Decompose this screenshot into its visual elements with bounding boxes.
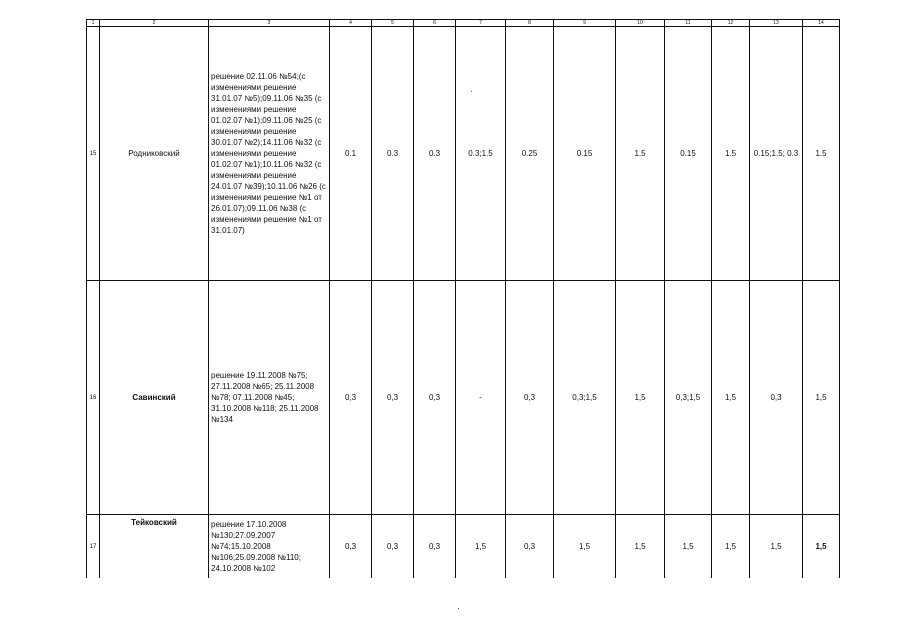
rate-cell: 1,5 — [712, 281, 750, 515]
rate-cell: 1.5 — [803, 27, 840, 281]
column-number-header: 3 — [209, 20, 330, 27]
rate-cell: 0,3 — [506, 515, 554, 579]
column-number-header: 13 — [750, 20, 803, 27]
rate-cell: 0.25 — [506, 27, 554, 281]
rate-cell: 1,5 — [803, 515, 840, 579]
rate-cell: 0.3;1.5 — [456, 27, 506, 281]
column-number-header: 2 — [100, 20, 209, 27]
rate-cell: 1,5 — [554, 515, 616, 579]
data-table — [86, 19, 840, 578]
rate-cell: 0.3 — [414, 27, 456, 281]
table-row — [87, 27, 840, 281]
column-number-header-row — [87, 20, 840, 27]
rate-cell: 0.3 — [372, 27, 414, 281]
rate-cell: 1,5 — [750, 515, 803, 579]
column-number-header: 8 — [506, 20, 554, 27]
rate-cell: 1,5 — [456, 515, 506, 579]
column-number-header: 5 — [372, 20, 414, 27]
rate-cell: 1,5 — [616, 281, 665, 515]
rate-cell: 1.5 — [712, 27, 750, 281]
rate-cell: 1,5 — [803, 281, 840, 515]
rate-cell: 0,3 — [414, 281, 456, 515]
rate-cell: 1,5 — [665, 515, 712, 579]
rate-cell: 1.5 — [616, 27, 665, 281]
scan-speck — [458, 608, 459, 609]
rate-cell: 0,3 — [506, 281, 554, 515]
column-number-header: 12 — [712, 20, 750, 27]
column-number-header: 14 — [803, 20, 840, 27]
district-name: Тейковский — [100, 515, 209, 579]
district-name: Родниковский — [100, 27, 209, 281]
row-number: 15 — [87, 27, 100, 281]
column-number-header: 9 — [554, 20, 616, 27]
rate-cell: 0.1 — [330, 27, 372, 281]
column-number-header: 1 — [87, 20, 100, 27]
table-row — [87, 515, 840, 579]
column-number-header: 7 — [456, 20, 506, 27]
decision-text: решение 02.11.06 №54;(с изменениями решение 31.01.07 №5);09.11.06 №35 (с изменениями решение 01.02.07 №1);09.11.06 №25 (с изменениями решение 30.01.07 №2);14.11.06 №32 (с изменениями решение 01.02.07 №1);10.11.06 №32 (с изменениями решение 24.01.07 №39);10.11.06 №26 (с изменениями решение №1 от 26.01.07);09.11.06 №38 (с изменениями решение №1 от 31.01.07) — [209, 27, 330, 281]
decision-text: решение 19.11.2008 №75; 27.11.2008 №65; 25.11.2008 №78; 07.11.2008 №45; 31.10.2008 №118; 25.11.2008 №134 — [209, 281, 330, 515]
rate-cell: 0,3;1,5 — [665, 281, 712, 515]
rate-cell: 0.15 — [554, 27, 616, 281]
rate-cell: 0,3 — [372, 281, 414, 515]
rate-cell: 0,3 — [750, 281, 803, 515]
column-number-header: 4 — [330, 20, 372, 27]
column-number-header: 10 — [616, 20, 665, 27]
rate-cell: 0,3 — [330, 281, 372, 515]
table-row — [87, 281, 840, 515]
rate-cell: 0,3;1,5 — [554, 281, 616, 515]
rate-cell: - — [456, 281, 506, 515]
district-name: Савинский — [100, 281, 209, 515]
rate-cell: 1,5 — [712, 515, 750, 579]
scan-speck — [471, 91, 472, 92]
column-number-header: 11 — [665, 20, 712, 27]
column-number-header: 6 — [414, 20, 456, 27]
rate-cell: 0,3 — [414, 515, 456, 579]
rate-cell: 0.15;1.5; 0.3 — [750, 27, 803, 281]
row-number: 16 — [87, 281, 100, 515]
rate-cell: 0,3 — [372, 515, 414, 579]
rate-cell: 1,5 — [616, 515, 665, 579]
rate-cell: 0.15 — [665, 27, 712, 281]
row-number: 17 — [87, 515, 100, 579]
rate-cell: 0,3 — [330, 515, 372, 579]
decision-text: решение 17.10.2008 №130;27.09.2007 №74;15.10.2008 №106;25.09.2008 №110; 24.10.2008 №102 — [209, 515, 330, 579]
